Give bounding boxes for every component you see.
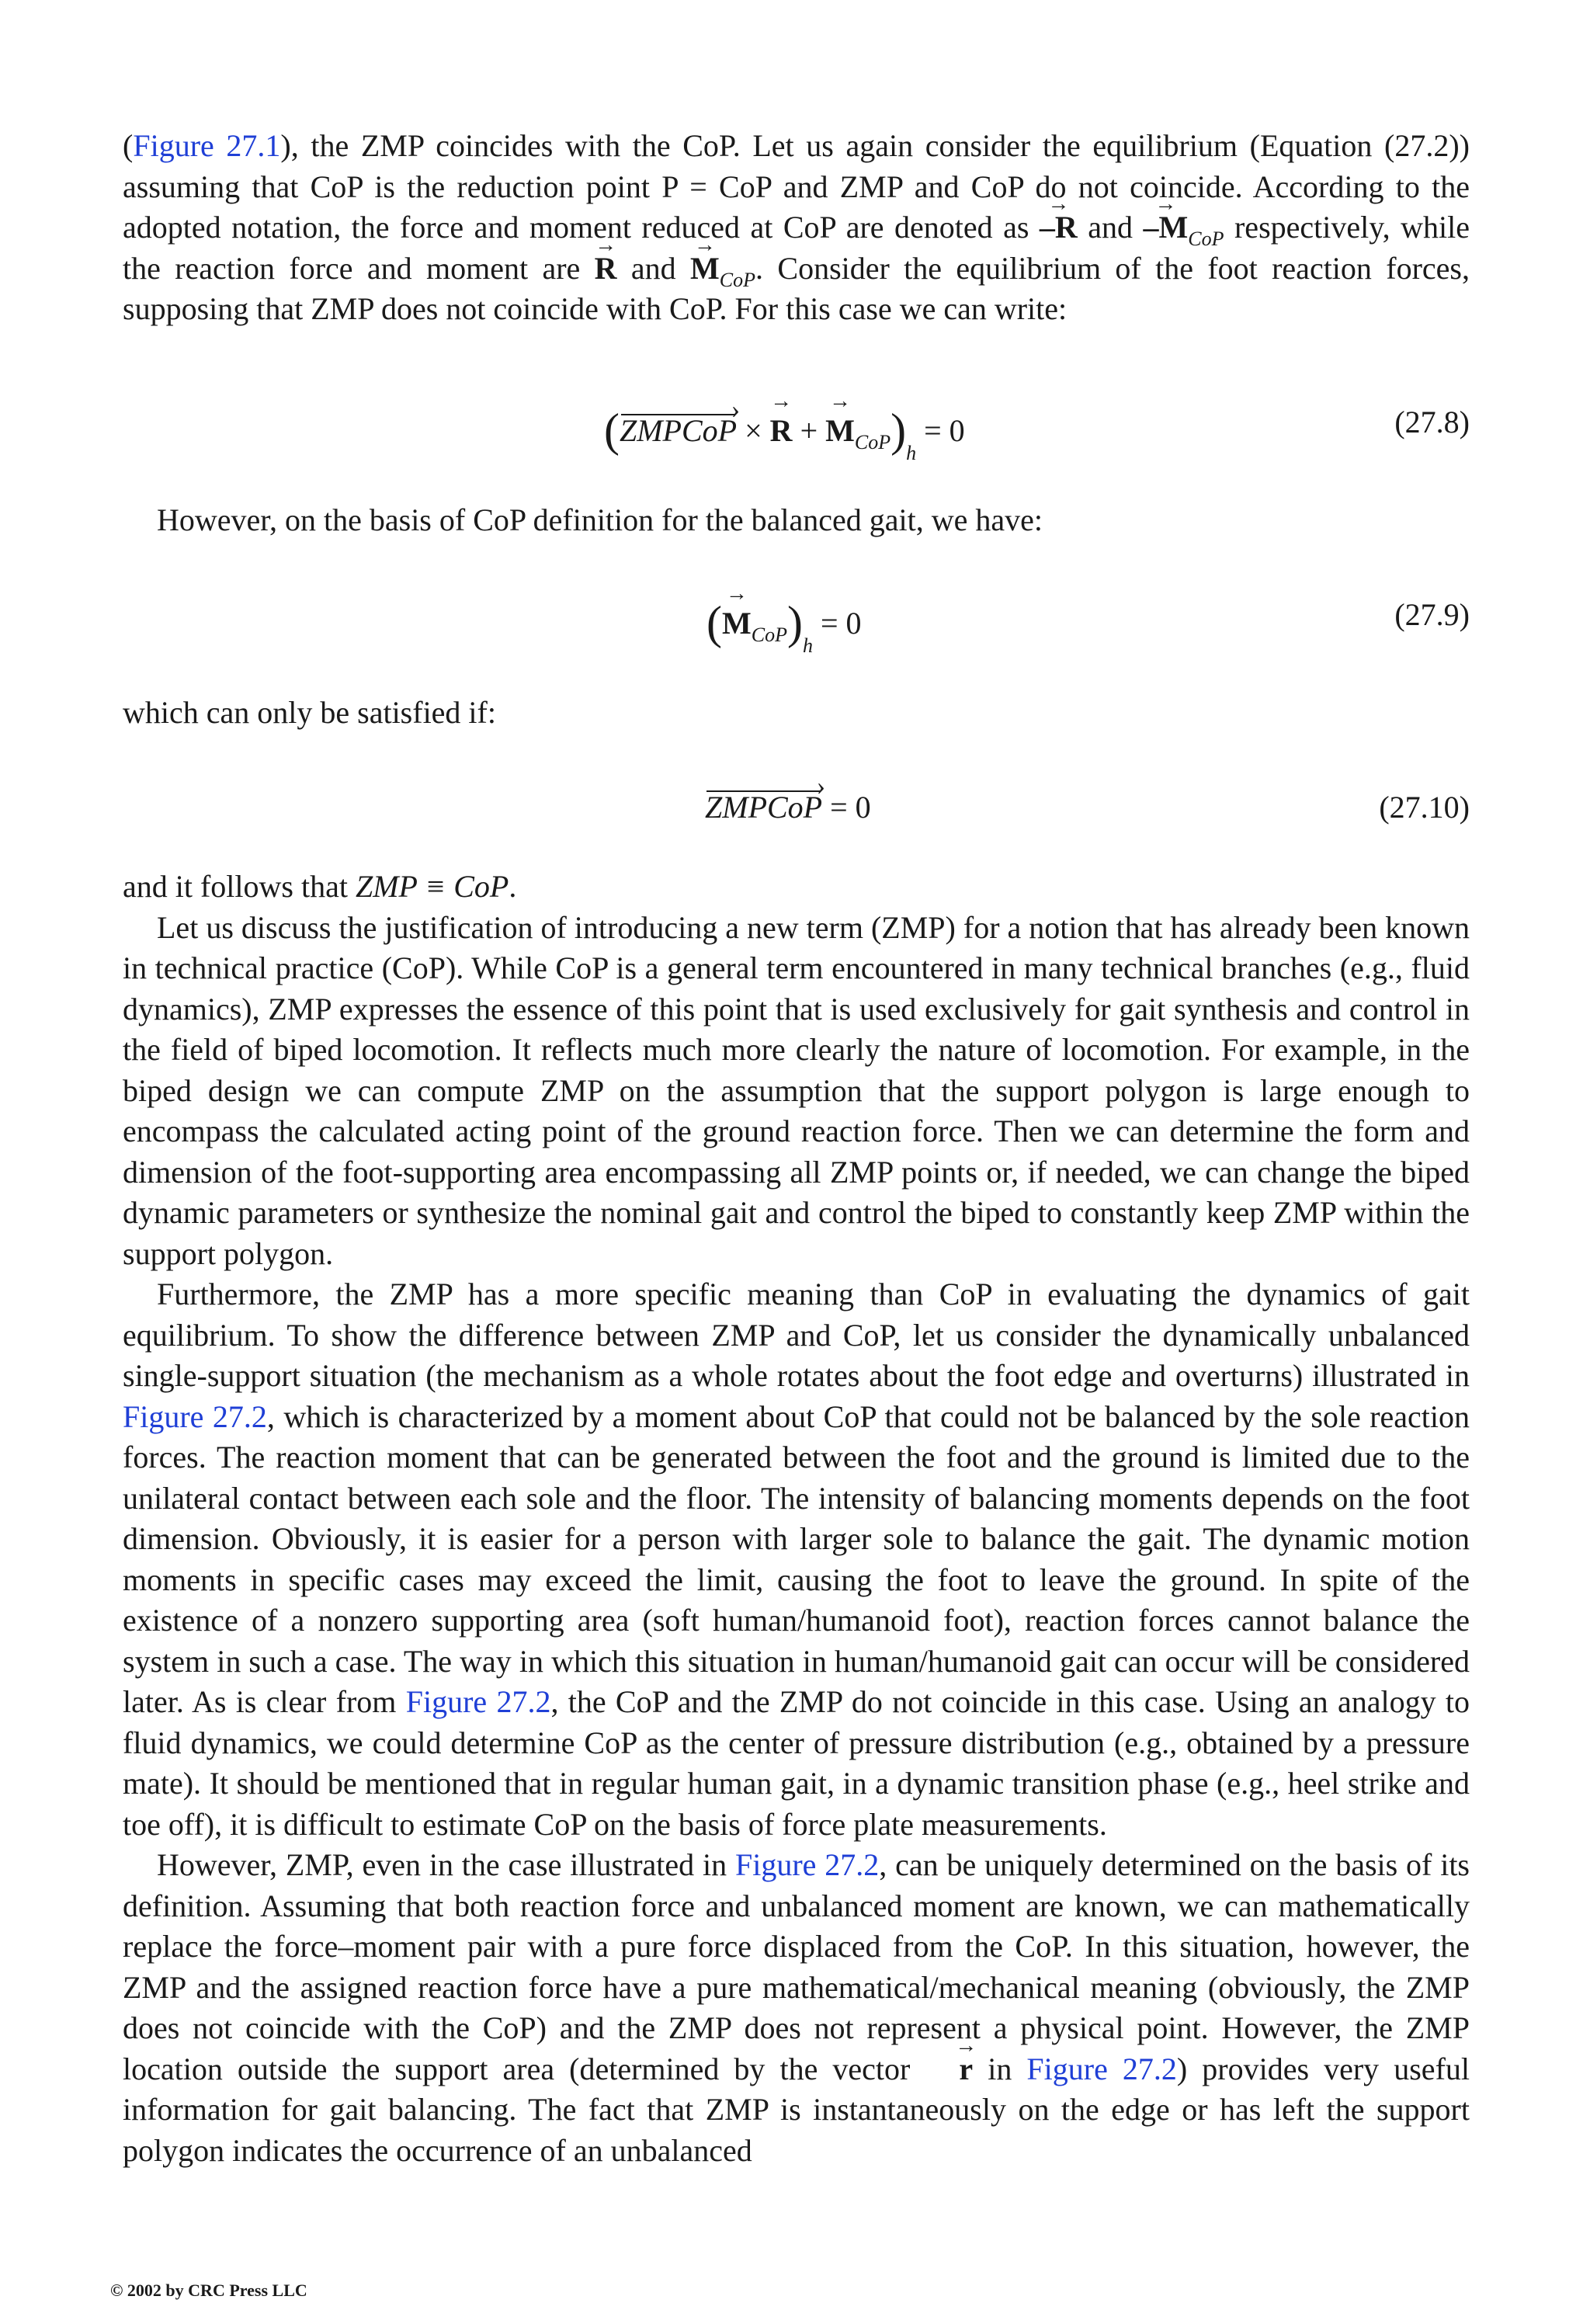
figure-link[interactable]: Figure 27.1 bbox=[133, 128, 281, 163]
figure-link[interactable]: Figure 27.2 bbox=[734, 1847, 880, 1882]
equation-number: (27.9) bbox=[1394, 597, 1470, 632]
figure-link[interactable]: Figure 27.2 bbox=[1026, 2051, 1177, 2086]
equation-27-10: ZMPCoP › = 0 (27.10) bbox=[123, 789, 1470, 843]
paragraph-5: Let us discuss the justification of introducing a new term (ZMP) for a notion that has already been known in technical practice (CoP). While CoP is a general term encountered in many technical branches (e.g., fluid dynamics), ZMP expresses the essence of this point that is used exclusively for gait synthesis and control in the field of biped locomotion. It reflects much more clearly the nature of locomotion. For example, in the biped design we can compute ZMP on the assumption that the support polygon is large enough to encompass the calculated acting point of the ground reaction force. Then we can determine the form and dimension of the foot-supporting area encompassing all ZMP points or, if needed, we can change the biped dynamic parameters or synthesize the nominal gait and control the biped to constantly keep ZMP within the support polygon. bbox=[123, 909, 1470, 1271]
equation-27-9: (→ $M_{CoP})_h = 0$ (27.9) bbox=[123, 596, 1470, 651]
paragraph-7: However, ZMP, even in the case illustrated in Figure 27.2, can be uniquely determined on the basis of its definition. Assuming that both reaction force and unbalanced moment are known, we can mathematically replace the force–moment pair with a pure force displaced from the CoP. In this situation, however, the ZMP and the assigned reaction force have a pure mathematical/mechanical meaning (obviously, the ZMP does not coincide with the CoP) and the ZMP does not represent a physical point. However, the ZMP location outside the support area (determined by the vector → r in Figure 27.2) provides very useful information for gait balancing. The fact that ZMP is instantaneously on the edge or has left the support polygon indicates the occurrence of an unbalanced bbox=[123, 1845, 1470, 2171]
paragraph-1: (Figure 27.1), the ZMP coincides with the CoP. Let us again consider the equilibrium (Equation (27.2)) assuming that CoP is the reduction point P = CoP and ZMP and CoP do not coincide. According to the adopted notation, the force and moment reduced at CoP are denoted as → –R and → $-M_{CoP}$ respectively, while the reaction force and moment are → R and → $M_{CoP}$. Consider the equilibrium of the foot reaction forces, supposing that ZMP does not coincide with CoP. For this case we can write: bbox=[123, 126, 1470, 330]
equation-number: (27.10) bbox=[1379, 790, 1470, 825]
vector-neg-m: → –M bbox=[1144, 207, 1189, 248]
vector-r: → R bbox=[595, 248, 617, 290]
equation-number: (27.8) bbox=[1394, 405, 1470, 439]
vector-r-small: → r bbox=[925, 2049, 973, 2090]
figure-link[interactable]: Figure 27.2 bbox=[123, 1398, 267, 1434]
paragraph-6: Furthermore, the ZMP has a more specific meaning than CoP in evaluating the dynamics of gait equilibrium. To show the difference between ZMP and CoP, let us consider the dynamically unbalanced single-support situation (the mechanism as a whole rotates about the foot edge and overturns) illustrated in Figure 27.2, which is characterized by a moment about CoP that could not be balanced by the sole reaction forces. The reaction moment that can be generated between the foot and the ground is limited due to the unilateral contact between each sole and the floor. The intensity of balancing moments depends on the foot dimension. Obviously, it is easier for a person with larger sole to balance the gait. The dynamic motion moments in specific cases may exceed the limit, causing the foot to leave the ground. In spite of the existence of a nonzero supporting area (soft human/humanoid foot), reaction forces cannot balance the system in such a case. The way in which this situation in human/humanoid gait can occur will be considered later. As is clear from Figure 27.2, the CoP and the ZMP do not coincide in this case. Using an analogy to fluid dynamics, we could determine CoP as the center of pressure distribution (e.g., obtained by a pressure mate). It should be mentioned that in regular human gait, in a dynamic transition phase (e.g., heel strike and toe off), it is difficult to estimate CoP on the basis of force plate measurements. bbox=[123, 1277, 1470, 1842]
vector-neg-r: → –R bbox=[1040, 207, 1078, 248]
body-text bbox=[123, 867, 1470, 2171]
figure-link[interactable]: Figure 27.2 bbox=[405, 1684, 551, 1719]
vector-zmpcop: ZMPCoP › bbox=[620, 412, 737, 449]
paragraph-2: However, on the basis of CoP definition for the balanced gait, we have: bbox=[157, 502, 1043, 537]
equation-27-8: (ZMPCoP › × → R + → $M_{CoP})_h = 0$ (27.8) bbox=[123, 404, 1470, 458]
paragraph-3: which can only be satisfied if: bbox=[123, 695, 496, 730]
vector-m: → M bbox=[690, 248, 720, 290]
vector-zmpcop: ZMPCoP › bbox=[705, 789, 822, 825]
paragraph-4: and it follows that ZMP ≡ CoP. bbox=[123, 869, 517, 904]
copyright-footer: © 2002 by CRC Press LLC bbox=[110, 2281, 307, 2300]
